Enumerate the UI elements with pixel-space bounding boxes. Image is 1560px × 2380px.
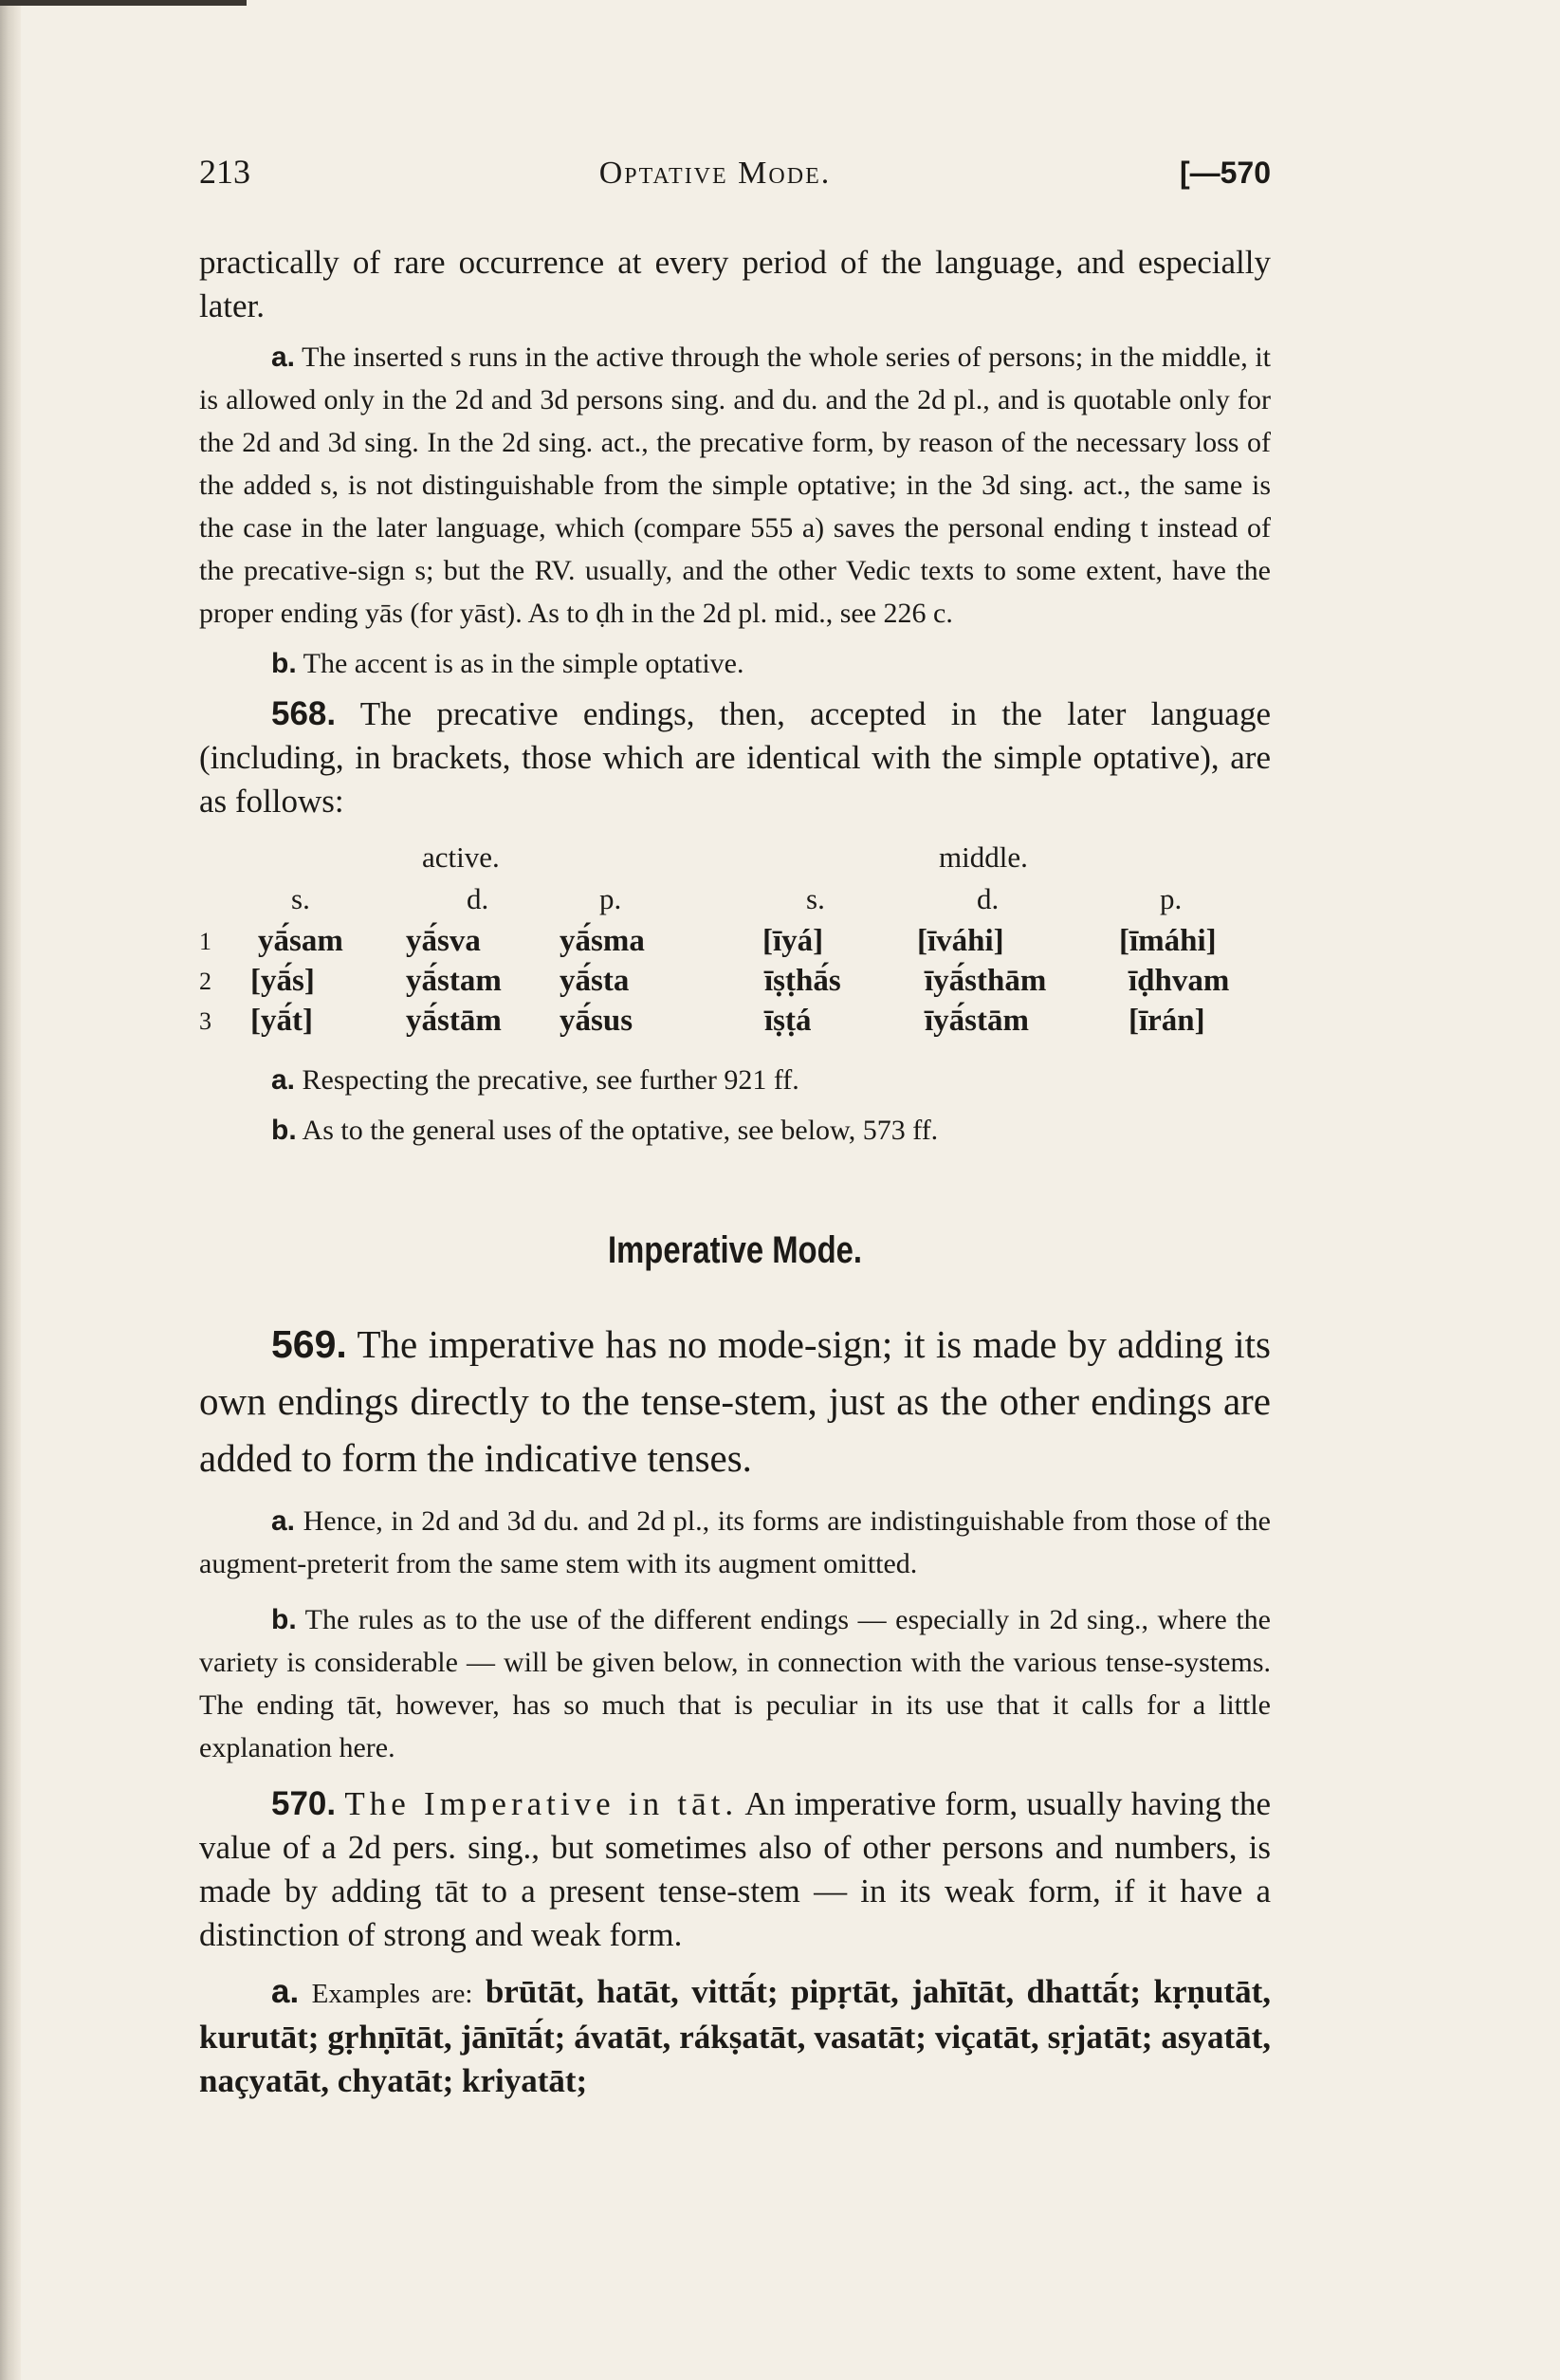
- paragraph-570-number: 570.: [271, 1785, 337, 1822]
- note-568b-paragraph: [199, 1109, 1271, 1152]
- number-header: s.: [806, 882, 825, 915]
- paradigm-form: [yā́s]: [250, 964, 315, 998]
- note-570a-label: a.: [271, 1973, 300, 2010]
- person-number: 3: [199, 1007, 211, 1035]
- note-570a-intro: Examples are:: [311, 1979, 473, 2009]
- number-header: d.: [467, 882, 489, 915]
- note-569b-text: The rules as to the use of the different endings — especially in 2d sing., where the variety is considerable — will be given below, in connection with the various tense-systems. The ending tāt, however, has so much that is peculiar in its use that it calls for a little explanation here.: [199, 1604, 1271, 1763]
- paradigm-form: yā́sus: [560, 1004, 633, 1038]
- paragraph-570-title: The Imperative in tāt.: [344, 1785, 739, 1822]
- paradigm-form: yā́sva: [406, 924, 481, 958]
- note-a-text: The inserted s runs in the active through the whole series of persons; in the middle, it is allowed only in the 2d and 3d persons sing. and du. and the 2d pl., and is quotable only for the 2d and 3d sing. In the 2d sing. act., the precative form, by reason of the necessary loss of the added s, is not distinguishable from the simple optative; in the 3d sing. act., the same is the case in the later language, which (compare 555 a) saves the personal ending t instead of the precative-sign s; but the RV. usually, and the other Vedic texts to some extent, have the proper ending yās (for yāst). As to ḍh in the 2d pl. mid., see 226 c.: [199, 341, 1271, 629]
- person-number: 2: [199, 968, 211, 995]
- paradigm-form: [yā́t]: [250, 1004, 313, 1038]
- precative-endings-table: [199, 833, 1271, 1051]
- note-568b-label: b.: [271, 1115, 297, 1146]
- note-b-paragraph: [199, 642, 1271, 685]
- running-head: [199, 152, 1271, 192]
- paragraph-569-text: The imperative has no mode-sign; it is made by adding its own endings directly to the tense-stem, just as the other endings are added to form the indicative tenses.: [199, 1322, 1271, 1480]
- paragraph-570: [199, 1782, 1271, 1957]
- paradigm-form: [īyá]: [762, 924, 824, 958]
- paragraph-568: [199, 692, 1271, 823]
- note-568b-text: As to the general uses of the optative, see below, 573 ff.: [302, 1115, 939, 1146]
- paragraph-569-number: 569.: [271, 1322, 347, 1366]
- paradigm-form: īḍhvam: [1129, 964, 1230, 998]
- paradigm-form: [īmáhi]: [1119, 924, 1217, 958]
- page-top-edge: [0, 0, 247, 6]
- note-a-paragraph: [199, 336, 1271, 635]
- paradigm-form: īṣṭá: [764, 1004, 812, 1038]
- section-reference: [—570: [1179, 156, 1271, 190]
- paradigm-form: yā́stam: [406, 964, 502, 998]
- paragraph-568-text: The precative endings, then, accepted in the later language (including, in brackets, those which are identical with the simple optative), are as follows:: [199, 695, 1271, 820]
- page-number: 213: [199, 153, 250, 191]
- paradigm-form: yā́stām: [406, 1004, 502, 1038]
- paradigm-form: yā́sma: [560, 924, 645, 958]
- paradigm-form: [īváhi]: [917, 924, 1004, 958]
- book-page: [199, 152, 1271, 2103]
- paradigm-form: [īrán]: [1129, 1004, 1205, 1038]
- note-569b-label: b.: [271, 1604, 297, 1635]
- paragraph-569: [199, 1316, 1271, 1486]
- note-569b-paragraph: [199, 1598, 1271, 1769]
- note-b-label: b.: [271, 648, 297, 679]
- voice-middle-header: middle.: [939, 840, 1028, 874]
- person-number: 1: [199, 928, 211, 955]
- paragraph-568-number: 568.: [271, 695, 337, 732]
- section-heading: Imperative Mode.: [608, 1229, 862, 1271]
- note-570a-paragraph: [199, 1970, 1271, 2103]
- number-header: p.: [599, 882, 622, 915]
- note-568a-label: a.: [271, 1064, 296, 1096]
- paradigm-form: īyā́sthām: [925, 964, 1047, 998]
- paradigm-form: yā́sam: [258, 924, 343, 958]
- voice-active-header: active.: [422, 840, 500, 874]
- running-title: Optative Mode.: [598, 156, 832, 191]
- paragraph-570-text: An imperative form, usually having the value of a 2d pers. sing., but sometimes also of other persons and numbers, is made by adding tāt to a present tense-stem — in its weak form, if it have a distinction of strong and weak form.: [199, 1785, 1272, 1953]
- number-header: d.: [977, 882, 1000, 915]
- page-edge-shadow: [0, 0, 21, 2380]
- note-b-text: The accent is as in the simple optative.: [303, 648, 744, 679]
- note-569a-text: Hence, in 2d and 3d du. and 2d pl., its forms are indistinguishable from those of the augment-preterit from the same stem with its augment omitted.: [199, 1505, 1271, 1579]
- number-header: s.: [291, 882, 310, 915]
- note-569a-paragraph: [199, 1500, 1271, 1585]
- note-a-label: a.: [271, 341, 296, 373]
- note-570a-examples: brūtāt, hatāt, vittā́t; pipṛtāt, jahītāt, dhattā́t; kṛṇutāt, kurutāt; gṛhṇītāt, jānītā́t; ávatāt, rákṣatāt, vasatāt; viçatāt, sṛjatāt; asyatāt, naçyatāt, chyatāt; kriyatāt;: [199, 1973, 1271, 2099]
- paradigm-form: yā́sta: [560, 964, 630, 998]
- continuation-paragraph: practically of rare occurrence at every period of the language, and especially later.: [199, 244, 1271, 324]
- paradigm-form: īṣṭhā́s: [764, 964, 841, 998]
- note-568a-text: Respecting the precative, see further 921 ff.: [302, 1064, 799, 1096]
- paradigm-form: īyā́stām: [925, 1004, 1029, 1038]
- note-568a-paragraph: [199, 1059, 1271, 1101]
- note-569a-label: a.: [271, 1505, 296, 1537]
- number-header: p.: [1160, 882, 1183, 915]
